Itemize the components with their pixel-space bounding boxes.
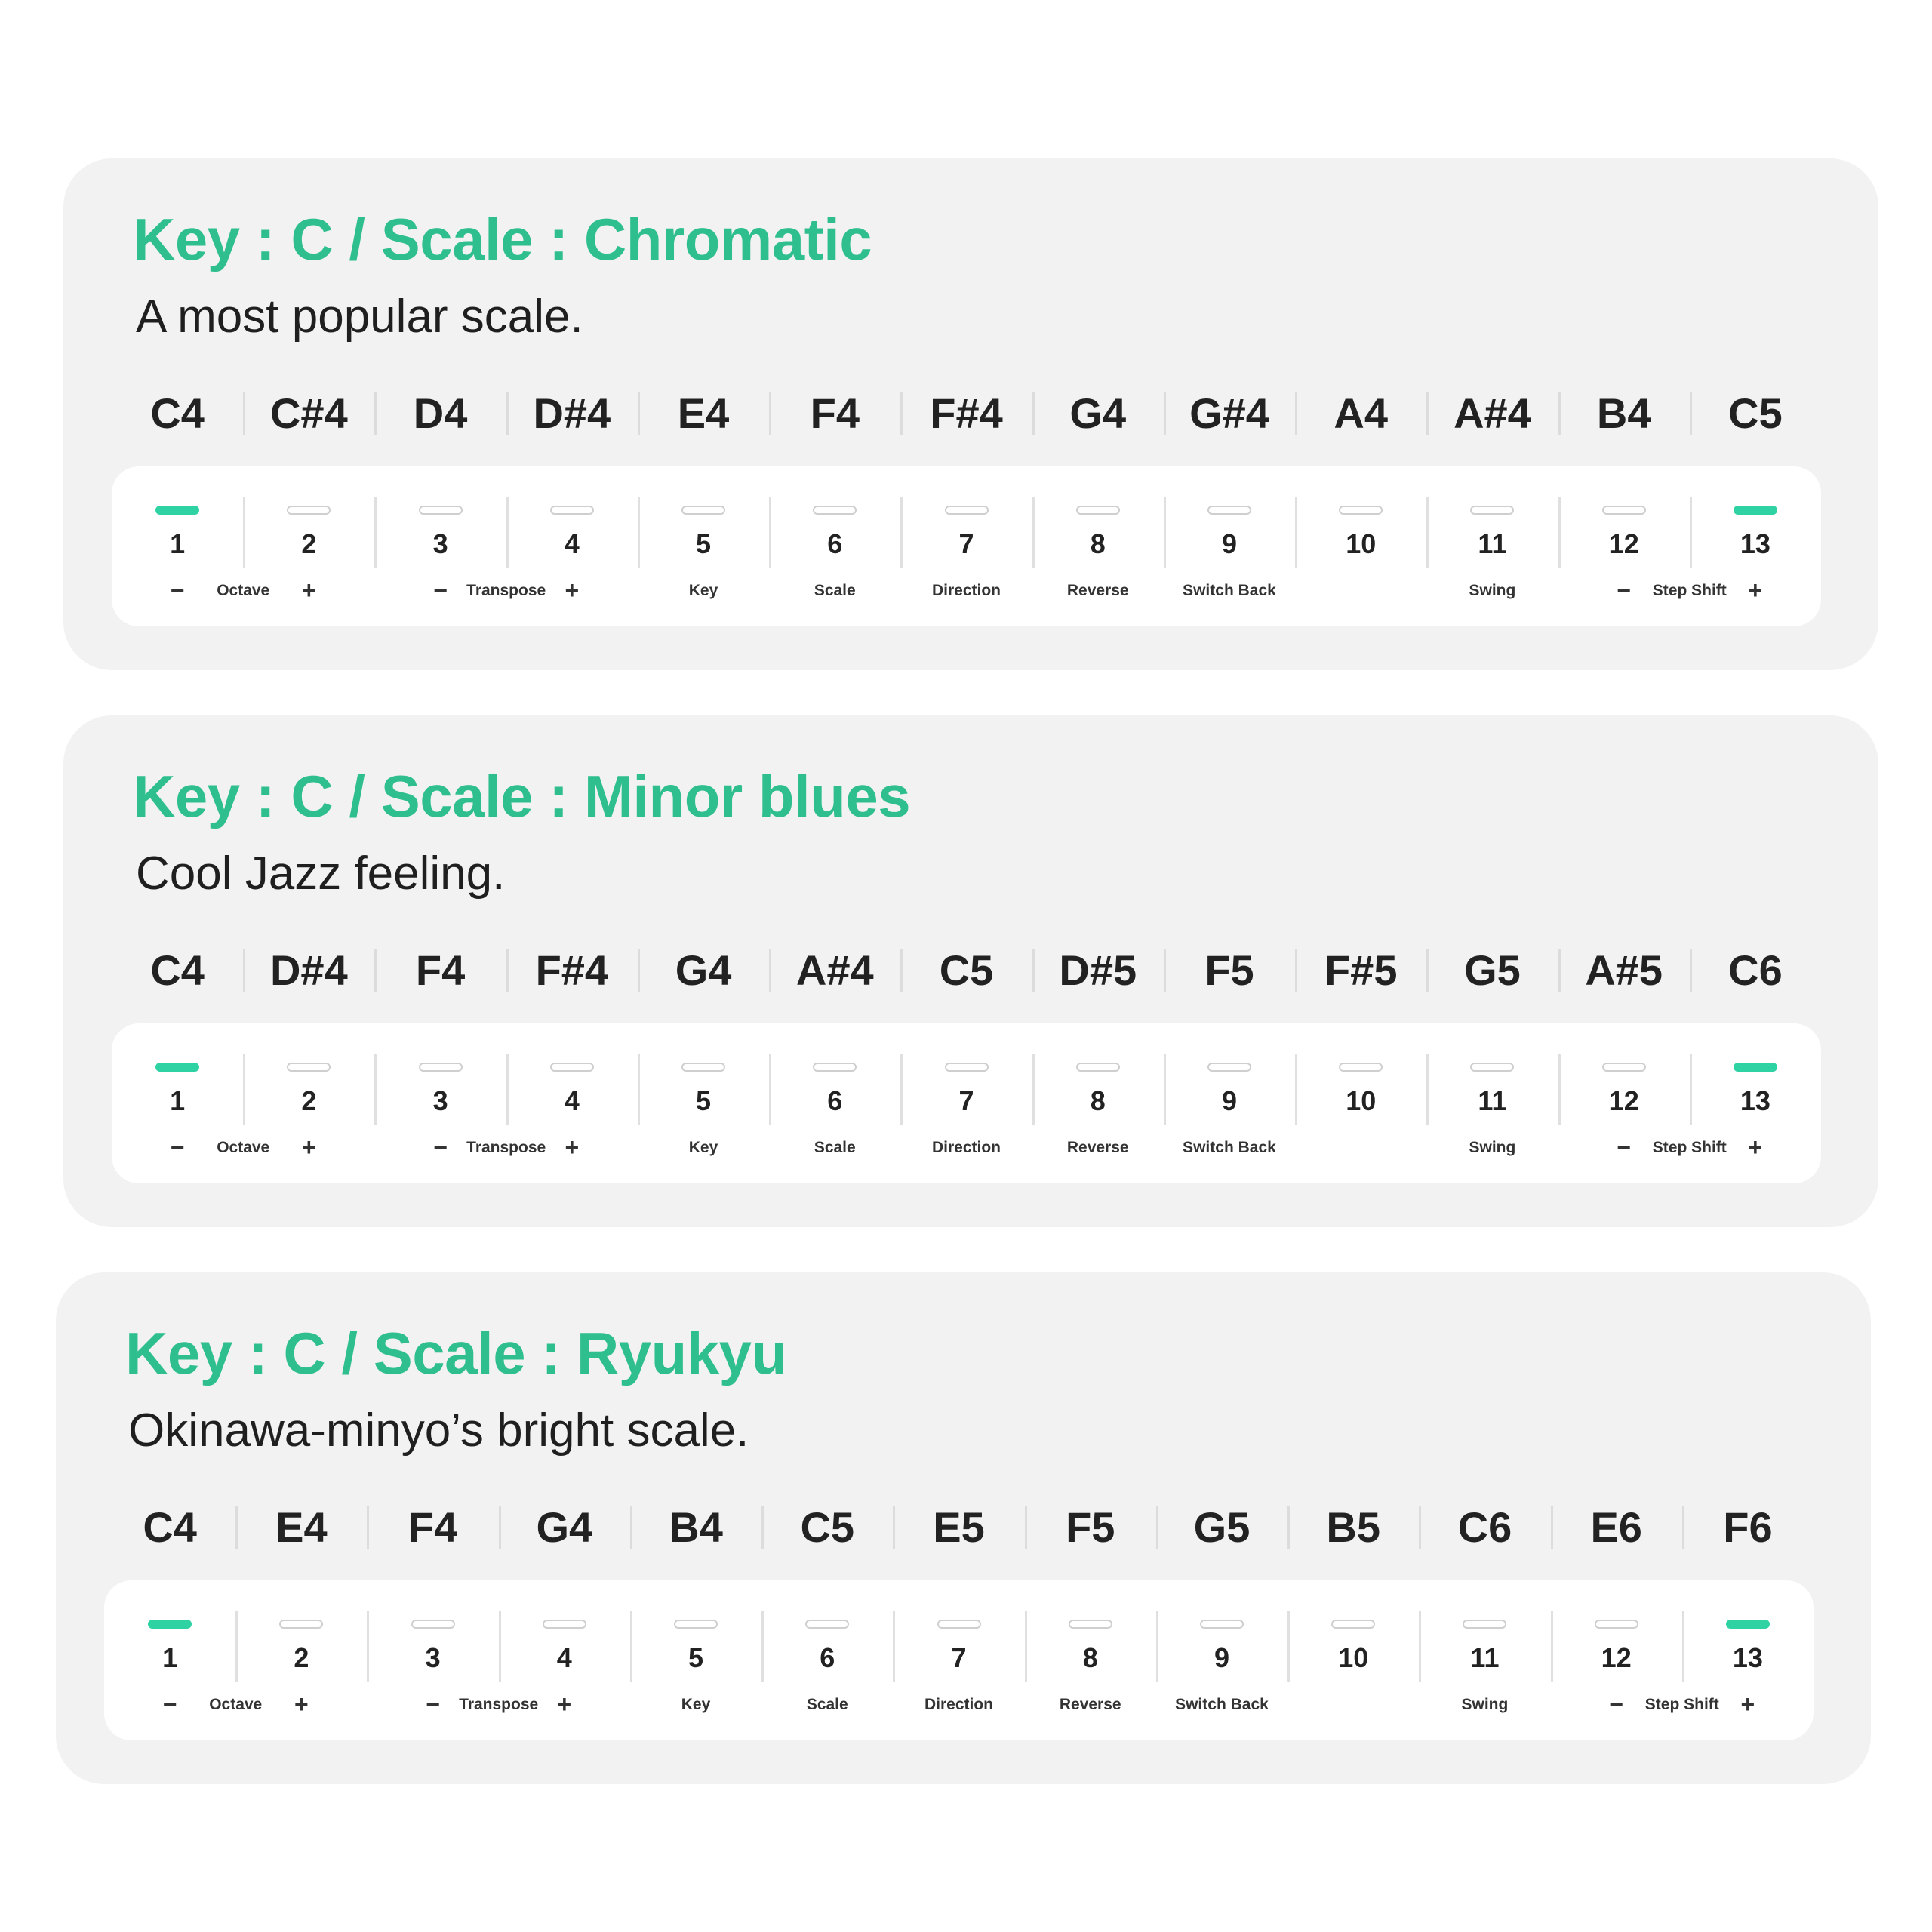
step-panel: [104, 1580, 1814, 1740]
function-label-key: Key: [681, 1696, 711, 1713]
function-label-step-shift: Step Shift: [1652, 582, 1727, 599]
note-label: E5: [893, 1485, 1024, 1568]
plus-icon: +: [1748, 1134, 1763, 1161]
scale-card-3: [56, 1272, 1871, 1784]
scale-description: Cool Jazz feeling.: [136, 848, 506, 900]
step-led-indicator: [1339, 506, 1383, 515]
step-panel: [112, 1023, 1821, 1183]
step-led-indicator: [813, 506, 857, 515]
minus-icon: −: [426, 1690, 440, 1718]
note-label: F#4: [506, 928, 638, 1011]
step-button[interactable]: [900, 466, 1032, 626]
note-label: G4: [638, 928, 769, 1011]
step-panel: [112, 466, 1821, 626]
step-number: 9: [1221, 528, 1237, 559]
note-label: F4: [374, 928, 506, 1011]
step-led-indicator: [419, 506, 463, 515]
note-label: D#4: [506, 371, 638, 454]
note-label: E4: [638, 371, 769, 454]
minus-icon: −: [170, 577, 185, 604]
step-led-indicator: [550, 1063, 594, 1072]
step-number: 13: [1732, 1642, 1763, 1673]
note-label: C5: [900, 928, 1032, 1011]
note-label: E6: [1551, 1485, 1682, 1568]
function-label-transpose: Transpose: [466, 1139, 546, 1156]
step-led-indicator: [543, 1620, 586, 1629]
function-label-key: Key: [688, 1139, 718, 1156]
step-button[interactable]: [769, 466, 900, 626]
plus-icon: +: [302, 1134, 316, 1161]
note-label: F5: [1025, 1485, 1156, 1568]
step-number: 3: [432, 528, 448, 559]
step-number: 1: [170, 528, 186, 559]
step-led-indicator: [937, 1620, 981, 1629]
note-label: F5: [1164, 928, 1295, 1011]
step-number: 12: [1608, 528, 1639, 559]
step-number: 10: [1338, 1642, 1369, 1673]
step-led-indicator: [148, 1620, 192, 1629]
step-led-indicator: [1726, 1620, 1770, 1629]
step-row: [112, 466, 1821, 626]
function-label-step-shift: Step Shift: [1652, 1139, 1727, 1156]
step-button[interactable]: [1032, 1023, 1164, 1183]
minus-icon: −: [1617, 577, 1631, 604]
note-label: C4: [150, 389, 205, 437]
function-label-reverse: Reverse: [1066, 1139, 1129, 1156]
note-label: G5: [1156, 1485, 1287, 1568]
step-led-indicator: [813, 1063, 857, 1072]
minus-icon: −: [433, 577, 448, 604]
step-number: 8: [1090, 1085, 1106, 1116]
scale-description: A most popular scale.: [136, 291, 583, 343]
step-led-indicator: [550, 506, 594, 515]
note-label: F#5: [1295, 928, 1426, 1011]
plus-icon: +: [1740, 1690, 1755, 1718]
function-label-direction: Direction: [931, 582, 1001, 599]
note-label: A#4: [769, 928, 900, 1011]
step-number: 13: [1740, 1085, 1770, 1116]
step-number: 5: [696, 528, 712, 559]
function-label-direction: Direction: [931, 1139, 1001, 1156]
note-label: C#4: [243, 371, 374, 454]
minus-icon: −: [170, 1134, 185, 1161]
step-number: 12: [1601, 1642, 1632, 1673]
function-label-octave: Octave: [217, 582, 270, 599]
minus-icon: −: [433, 1134, 448, 1161]
step-number: 11: [1478, 1085, 1507, 1116]
step-number: 1: [170, 1085, 186, 1116]
note-label: G#4: [1164, 371, 1295, 454]
note-label: C4: [143, 1503, 197, 1551]
step-led-indicator: [805, 1620, 849, 1629]
plus-icon: +: [294, 1690, 309, 1718]
step-led-indicator: [945, 1063, 989, 1072]
step-button[interactable]: [1295, 466, 1426, 626]
note-label: D#4: [243, 928, 374, 1011]
step-button[interactable]: [638, 1023, 769, 1183]
function-label-scale: Scale: [814, 582, 856, 599]
note-label: A#4: [1426, 371, 1558, 454]
step-button[interactable]: [893, 1580, 1024, 1740]
step-led-indicator: [1595, 1620, 1638, 1629]
step-number: 13: [1740, 528, 1770, 559]
function-label-direction: Direction: [924, 1696, 993, 1713]
plus-icon: +: [565, 577, 580, 604]
note-label: C6: [1419, 1485, 1550, 1568]
step-button[interactable]: [638, 466, 769, 626]
step-number: 12: [1608, 1085, 1639, 1116]
step-led-indicator: [287, 506, 331, 515]
step-row: [112, 1023, 1821, 1183]
step-led-indicator: [1602, 506, 1646, 515]
note-label: C5: [1690, 371, 1821, 454]
step-led-indicator: [1208, 1063, 1251, 1072]
step-button[interactable]: [630, 1580, 761, 1740]
step-number: 10: [1346, 1085, 1377, 1116]
function-label-reverse: Reverse: [1066, 582, 1129, 599]
step-button[interactable]: [1025, 1580, 1156, 1740]
step-number: 1: [162, 1642, 178, 1673]
step-button[interactable]: [1156, 1580, 1287, 1740]
step-led-indicator: [1200, 1620, 1244, 1629]
minus-icon: −: [1617, 1134, 1631, 1161]
function-label-octave: Octave: [209, 1696, 263, 1713]
scale-title: Key : C / Scale : Minor blues: [133, 763, 911, 829]
step-led-indicator: [674, 1620, 718, 1629]
function-label-transpose: Transpose: [459, 1696, 539, 1713]
function-label-transpose: Transpose: [466, 582, 546, 599]
step-led-indicator: [681, 506, 725, 515]
note-label: G5: [1426, 928, 1558, 1011]
function-label-octave: Octave: [217, 1139, 270, 1156]
step-led-indicator: [1069, 1620, 1112, 1629]
function-label-scale: Scale: [806, 1696, 848, 1713]
note-label: A4: [1295, 371, 1426, 454]
step-led-indicator: [279, 1620, 323, 1629]
step-led-indicator: [1208, 506, 1251, 515]
step-number: 4: [564, 528, 580, 559]
step-led-indicator: [1734, 1063, 1777, 1072]
minus-icon: −: [162, 1690, 177, 1718]
step-button[interactable]: [1287, 1580, 1419, 1740]
minus-icon: −: [1609, 1690, 1623, 1718]
note-label: G4: [499, 1485, 630, 1568]
step-button[interactable]: [900, 1023, 1032, 1183]
note-label: F4: [769, 371, 900, 454]
function-label-switch-back: Switch Back: [1183, 1139, 1276, 1156]
note-label: A#5: [1558, 928, 1690, 1011]
note-row: [112, 371, 1821, 454]
note-label: C5: [761, 1485, 893, 1568]
note-label: E4: [235, 1485, 367, 1568]
step-number: 8: [1090, 528, 1106, 559]
plus-icon: +: [565, 1134, 580, 1161]
step-number: 2: [301, 1085, 317, 1116]
step-button[interactable]: [1295, 1023, 1426, 1183]
function-label-reverse: Reverse: [1059, 1696, 1121, 1713]
step-led-indicator: [945, 506, 989, 515]
step-led-indicator: [287, 1063, 331, 1072]
function-label-key: Key: [688, 582, 718, 599]
step-button[interactable]: [1164, 1023, 1295, 1183]
step-led-indicator: [1339, 1063, 1383, 1072]
step-number: 5: [696, 1085, 712, 1116]
scale-description: Okinawa-minyo’s bright scale.: [128, 1404, 749, 1457]
plus-icon: +: [302, 577, 316, 604]
step-led-indicator: [419, 1063, 463, 1072]
step-number: 11: [1470, 1642, 1500, 1673]
note-row: [112, 928, 1821, 1011]
step-led-indicator: [1602, 1063, 1646, 1072]
scale-title: Key : C / Scale : Chromatic: [133, 206, 872, 272]
step-number: 9: [1214, 1642, 1229, 1673]
note-label: D#5: [1032, 928, 1164, 1011]
function-label-swing: Swing: [1469, 582, 1516, 599]
step-number: 2: [294, 1642, 309, 1673]
step-led-indicator: [411, 1620, 455, 1629]
step-led-indicator: [1734, 506, 1777, 515]
note-label: C6: [1690, 928, 1821, 1011]
step-number: 10: [1346, 528, 1377, 559]
step-led-indicator: [1463, 1620, 1506, 1629]
step-led-indicator: [1076, 1063, 1120, 1072]
note-label: B5: [1287, 1485, 1419, 1568]
function-label-step-shift: Step Shift: [1644, 1696, 1719, 1713]
step-button[interactable]: [769, 1023, 900, 1183]
step-row: [104, 1580, 1814, 1740]
step-number: 3: [432, 1085, 448, 1116]
function-label-swing: Swing: [1469, 1139, 1516, 1156]
note-label: C4: [150, 946, 205, 994]
step-number: 8: [1082, 1642, 1098, 1673]
step-number: 6: [827, 528, 843, 559]
function-label-scale: Scale: [814, 1139, 856, 1156]
step-led-indicator: [1076, 506, 1120, 515]
function-label-switch-back: Switch Back: [1183, 582, 1276, 599]
step-led-indicator: [155, 506, 199, 515]
note-label: B4: [630, 1485, 761, 1568]
note-label: F6: [1682, 1485, 1814, 1568]
step-led-indicator: [1470, 1063, 1514, 1072]
step-number: 7: [958, 528, 974, 559]
step-button[interactable]: [1032, 466, 1164, 626]
plus-icon: +: [1748, 577, 1763, 604]
note-label: F4: [367, 1485, 498, 1568]
step-number: 9: [1221, 1085, 1237, 1116]
step-number: 4: [556, 1642, 572, 1673]
note-label: D4: [374, 371, 506, 454]
step-number: 2: [301, 528, 317, 559]
note-label: B4: [1558, 371, 1690, 454]
step-number: 5: [688, 1642, 704, 1673]
note-label: F#4: [900, 371, 1032, 454]
function-label-switch-back: Switch Back: [1175, 1696, 1269, 1713]
function-label-swing: Swing: [1461, 1696, 1509, 1713]
step-led-indicator: [155, 1063, 199, 1072]
step-button[interactable]: [1419, 1580, 1550, 1740]
step-led-indicator: [1470, 506, 1514, 515]
step-number: 4: [564, 1085, 580, 1116]
step-button[interactable]: [761, 1580, 893, 1740]
scale-title: Key : C / Scale : Ryukyu: [125, 1320, 787, 1386]
step-number: 7: [958, 1085, 974, 1116]
step-button[interactable]: [1164, 466, 1295, 626]
step-button[interactable]: [1426, 466, 1558, 626]
step-led-indicator: [1331, 1620, 1375, 1629]
note-row: [104, 1485, 1814, 1568]
step-number: 7: [951, 1642, 967, 1673]
scale-card-2: [63, 715, 1878, 1227]
step-number: 6: [827, 1085, 843, 1116]
scale-card-1: [63, 158, 1878, 670]
step-number: 6: [820, 1642, 835, 1673]
step-button[interactable]: [1426, 1023, 1558, 1183]
step-number: 3: [425, 1642, 441, 1673]
note-label: G4: [1032, 371, 1164, 454]
step-led-indicator: [681, 1063, 725, 1072]
plus-icon: +: [557, 1690, 572, 1718]
step-number: 11: [1478, 528, 1507, 559]
